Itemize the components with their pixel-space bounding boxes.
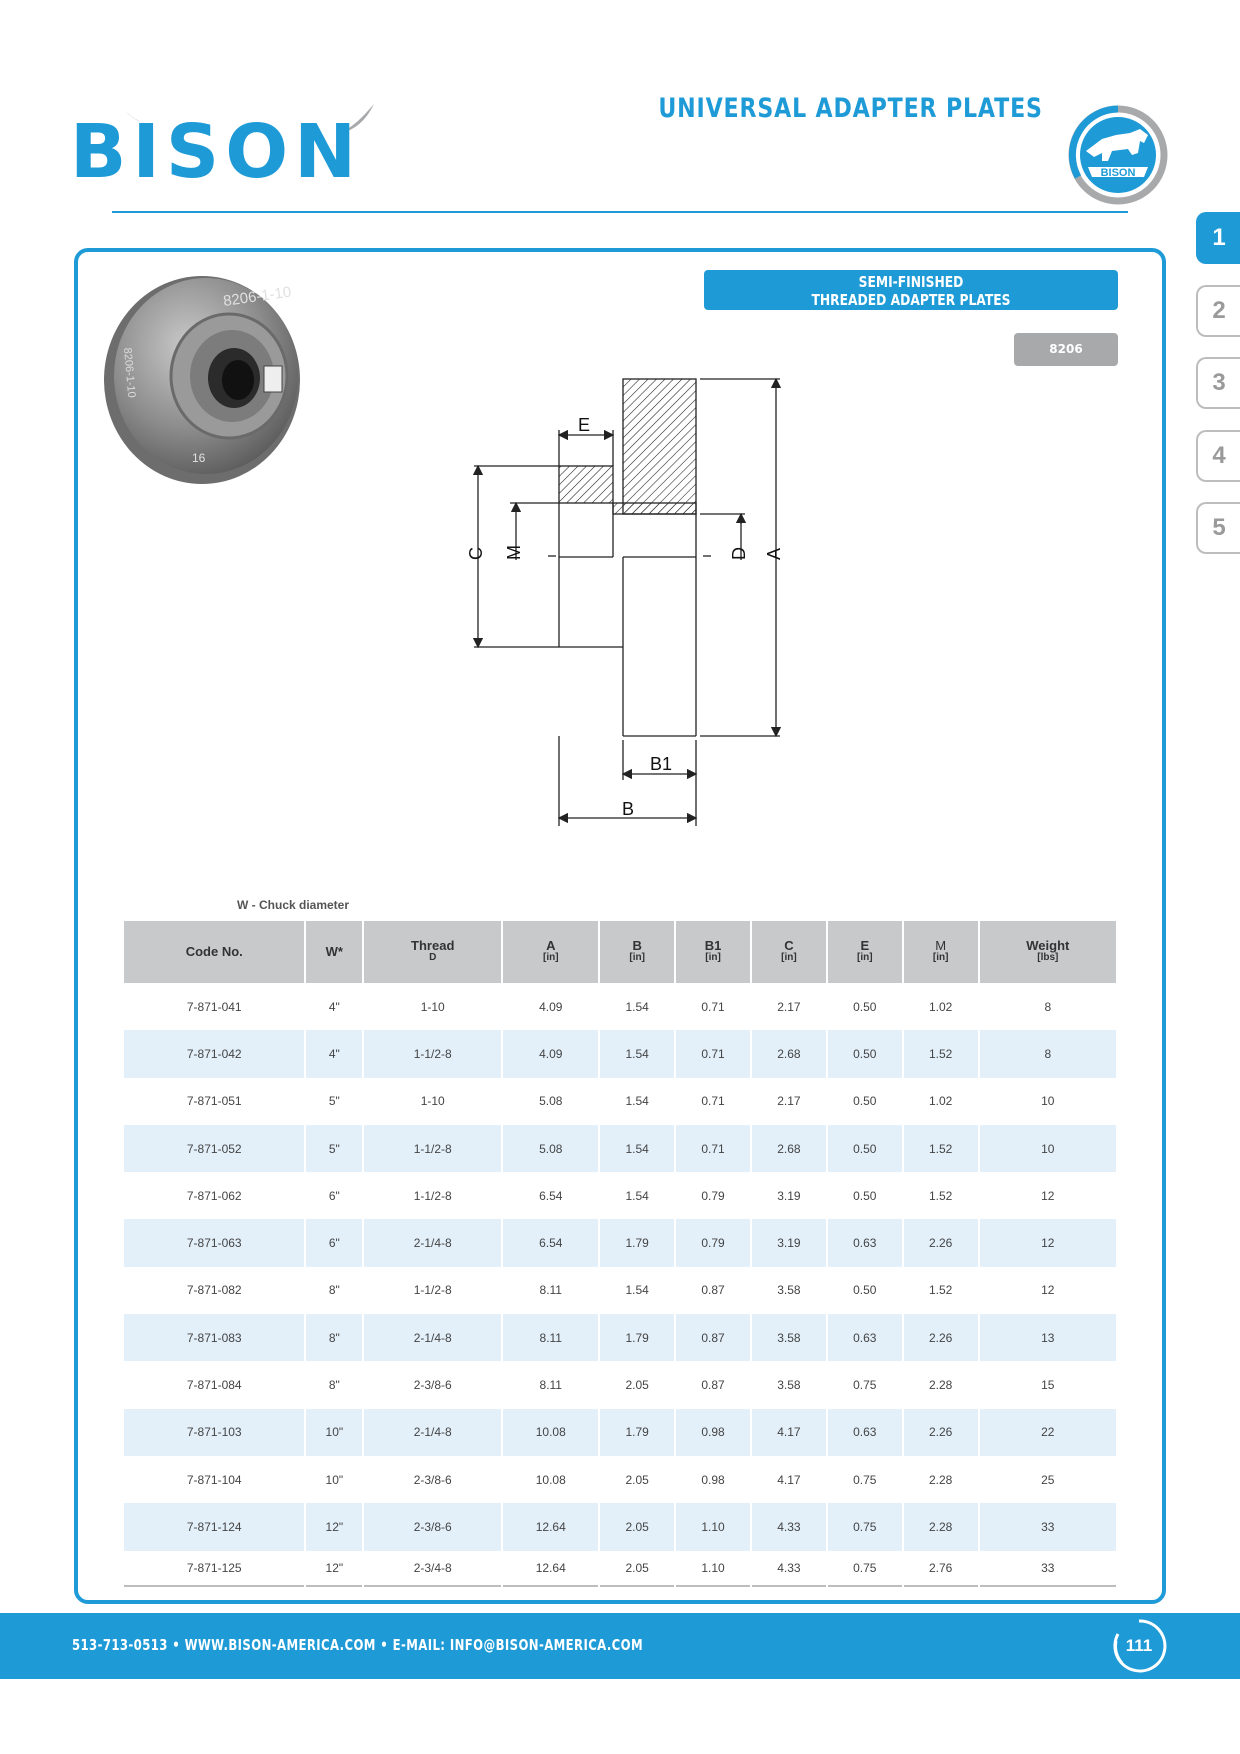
table-cell: 15 xyxy=(1041,1378,1055,1393)
table-cell: 8.11 xyxy=(539,1283,562,1298)
chapter-tab-5[interactable]: 5 xyxy=(1196,502,1240,554)
table-cell: 0.87 xyxy=(701,1283,725,1298)
table-cell: 7-871-063 xyxy=(124,1219,304,1266)
table-cell: 1.79 xyxy=(600,1409,674,1456)
table-row xyxy=(124,983,1116,1030)
table-cell: 4.17 xyxy=(777,1472,801,1487)
table-cell: 2.05 xyxy=(625,1472,649,1487)
table-cell: 1-10 xyxy=(420,1094,445,1109)
table-cell: 1.54 xyxy=(625,1188,649,1203)
table-cell: 12 xyxy=(1041,1283,1055,1298)
technical-drawing xyxy=(440,360,800,830)
table-cell: 2.28 xyxy=(929,1472,953,1487)
chapter-tab-4[interactable]: 4 xyxy=(1196,430,1240,482)
table-cell: 7-871-042 xyxy=(124,1030,304,1077)
table-cell: 3.58 xyxy=(752,1314,826,1361)
table-cell: 2.05 xyxy=(600,1551,674,1587)
column-header: A [in] xyxy=(503,921,598,983)
table-row xyxy=(124,1503,1116,1550)
table-cell: 7-871-103 xyxy=(124,1409,304,1456)
table-cell: 7-871-052 xyxy=(124,1125,304,1172)
page-number: 111 xyxy=(1125,1636,1153,1655)
table-cell: 0.63 xyxy=(828,1314,902,1361)
table-cell: 1.02 xyxy=(929,999,953,1014)
table-cell: 2-3/8-6 xyxy=(364,1503,501,1550)
table-cell: 8" xyxy=(328,1378,340,1393)
chapter-tab-2[interactable]: 2 xyxy=(1196,285,1240,337)
table-cell: 0.98 xyxy=(701,1472,725,1487)
table-cell: 8.11 xyxy=(503,1314,598,1361)
table-cell: 25 xyxy=(1041,1472,1055,1487)
table-cell: 0.79 xyxy=(701,1188,725,1203)
table-cell: 1.10 xyxy=(676,1551,750,1587)
table-cell: 1.54 xyxy=(600,1125,674,1172)
table-cell: 8 xyxy=(980,1030,1116,1077)
table-cell: 4.09 xyxy=(503,1030,598,1077)
table-cell: 0.75 xyxy=(853,1378,877,1393)
column-header: Weight [lbs] xyxy=(980,921,1116,983)
badge-text: BISON xyxy=(1100,167,1136,179)
photo-marking-top: 8206-1-10 xyxy=(222,283,293,310)
dim-label-a: A xyxy=(764,547,784,560)
table-cell: 4.09 xyxy=(539,999,563,1014)
table-cell: 2.17 xyxy=(777,1094,801,1109)
table-header-row xyxy=(124,921,1116,983)
table-cell: 12" xyxy=(306,1551,362,1587)
table-cell: 0.71 xyxy=(676,1125,750,1172)
table-cell: 12" xyxy=(306,1503,362,1550)
table-row xyxy=(124,1314,1116,1361)
footer-contact[interactable]: 513-713-0513 • WWW.BISON-AMERICA.COM • E-MAIL: INFO@BISON-AMERICA.COM xyxy=(72,1636,644,1654)
table-cell: 0.87 xyxy=(701,1378,725,1393)
table-cell: 10 xyxy=(980,1125,1116,1172)
table-cell: 12.64 xyxy=(503,1503,598,1550)
table-cell: 10" xyxy=(325,1472,344,1487)
table-cell: 2.28 xyxy=(904,1503,978,1550)
product-photo xyxy=(94,268,304,488)
bison-badge-icon xyxy=(1068,105,1168,205)
table-cell: 0.50 xyxy=(828,1030,902,1077)
table-row xyxy=(124,1456,1116,1503)
table-cell: 6" xyxy=(306,1219,362,1266)
table-row xyxy=(124,1078,1116,1125)
table-cell: 0.63 xyxy=(828,1219,902,1266)
table-cell: 8" xyxy=(306,1314,362,1361)
table-cell: 2.76 xyxy=(904,1551,978,1587)
table-cell: 4.33 xyxy=(752,1551,826,1587)
table-cell: 7-871-062 xyxy=(186,1188,242,1203)
page-title: UNIVERSAL ADAPTER PLATES xyxy=(658,93,1043,124)
table-cell: 0.98 xyxy=(676,1409,750,1456)
table-cell: 5" xyxy=(328,1094,340,1109)
table-cell: 0.50 xyxy=(853,999,877,1014)
table-cell: 0.50 xyxy=(853,1283,877,1298)
table-cell: 0.79 xyxy=(676,1219,750,1266)
table-cell: 33 xyxy=(980,1551,1116,1587)
photo-marking-bottom: 16 xyxy=(192,451,206,465)
table-cell: 4" xyxy=(328,999,340,1014)
table-cell: 1-1/2-8 xyxy=(413,1188,452,1203)
table-cell: 4.17 xyxy=(752,1409,826,1456)
table-cell: 10.08 xyxy=(535,1472,566,1487)
table-cell: 8" xyxy=(328,1283,340,1298)
table-cell: 0.71 xyxy=(701,999,725,1014)
table-cell: 12 xyxy=(980,1219,1116,1266)
photo-marking-side: 8206-1-10 xyxy=(121,347,138,399)
product-category-line1: SEMI-FINISHED xyxy=(858,273,964,291)
dim-label-e: E xyxy=(578,415,591,435)
table-cell: 6.54 xyxy=(503,1219,598,1266)
table-cell: 7-871-041 xyxy=(186,999,242,1014)
table-cell: 1.54 xyxy=(625,999,649,1014)
table-row xyxy=(124,1551,1116,1587)
table-cell: 2-3/8-6 xyxy=(413,1472,452,1487)
table-cell: 5.08 xyxy=(539,1094,563,1109)
table-cell: 1-1/2-8 xyxy=(413,1283,452,1298)
column-header: E [in] xyxy=(828,921,902,983)
table-cell: 33 xyxy=(980,1503,1116,1550)
table-cell: 0.75 xyxy=(853,1472,877,1487)
header-rule xyxy=(112,211,1128,213)
table-cell: 0.87 xyxy=(676,1314,750,1361)
table-cell: 3.19 xyxy=(777,1188,801,1203)
product-category-label xyxy=(704,270,1118,310)
dim-label-b1: B1 xyxy=(650,754,673,774)
table-cell: 7-871-084 xyxy=(186,1378,242,1393)
table-cell: 7-871-124 xyxy=(124,1503,304,1550)
table-cell: 1.54 xyxy=(600,1030,674,1077)
product-model-label: 8206 xyxy=(1014,333,1118,366)
table-cell: 0.50 xyxy=(828,1125,902,1172)
table-cell: 1.52 xyxy=(904,1030,978,1077)
table-cell: 2.26 xyxy=(904,1409,978,1456)
chapter-tab-1[interactable]: 1 xyxy=(1196,212,1240,264)
table-cell: 0.75 xyxy=(828,1503,902,1550)
table-row xyxy=(124,1125,1116,1172)
table-cell: 10" xyxy=(306,1409,362,1456)
table-cell: 3.19 xyxy=(752,1219,826,1266)
table-cell: 3.58 xyxy=(777,1378,801,1393)
table-cell: 2-1/4-8 xyxy=(364,1409,501,1456)
chapter-tab-3[interactable]: 3 xyxy=(1196,357,1240,409)
table-cell: 7-871-125 xyxy=(124,1551,304,1587)
table-cell: 1.52 xyxy=(929,1188,953,1203)
dim-label-m: M xyxy=(504,545,524,560)
table-cell: 12.64 xyxy=(503,1551,598,1587)
table-cell: 1-1/2-8 xyxy=(364,1125,501,1172)
table-cell: 8 xyxy=(1044,999,1052,1014)
table-cell: 3.58 xyxy=(777,1283,801,1298)
column-header: B [in] xyxy=(600,921,674,983)
table-cell: 2.68 xyxy=(752,1125,826,1172)
table-cell: 2.26 xyxy=(904,1314,978,1361)
table-cell: 1.52 xyxy=(929,1283,953,1298)
table-cell: 2-3/4-8 xyxy=(364,1551,501,1587)
table-row xyxy=(124,1361,1116,1408)
table-cell: 4" xyxy=(306,1030,362,1077)
product-category-line2: THREADED ADAPTER PLATES xyxy=(811,291,1011,309)
table-cell: 1.54 xyxy=(625,1283,649,1298)
table-row xyxy=(124,1267,1116,1314)
table-cell: 2.26 xyxy=(904,1219,978,1266)
table-cell: 2-3/8-6 xyxy=(413,1378,452,1393)
table-cell: 1.10 xyxy=(676,1503,750,1550)
dim-label-c: C xyxy=(466,547,486,560)
table-cell: 1.52 xyxy=(904,1125,978,1172)
table-row xyxy=(124,1219,1116,1266)
table-cell: 4.33 xyxy=(752,1503,826,1550)
column-header: Thread D xyxy=(364,921,501,983)
table-cell: 10 xyxy=(1041,1094,1055,1109)
table-cell: 0.75 xyxy=(828,1551,902,1587)
table-cell: 2-1/4-8 xyxy=(364,1314,501,1361)
table-cell: 5.08 xyxy=(503,1125,598,1172)
table-row xyxy=(124,1409,1116,1456)
table-cell: 13 xyxy=(980,1314,1116,1361)
spec-table xyxy=(122,921,1118,1587)
table-body xyxy=(124,983,1116,1587)
column-header: C [in] xyxy=(752,921,826,983)
table-cell: 1.54 xyxy=(625,1094,649,1109)
footnote: W - Chuck diameter xyxy=(237,898,350,912)
column-header: Code No. xyxy=(124,921,304,983)
table-cell: 7-871-083 xyxy=(124,1314,304,1361)
table-cell: 0.71 xyxy=(701,1094,725,1109)
table-cell: 2.05 xyxy=(625,1378,649,1393)
dim-label-d: D xyxy=(729,547,749,560)
bison-logo xyxy=(70,100,380,195)
table-cell: 12 xyxy=(1041,1188,1055,1203)
table-cell: 6" xyxy=(328,1188,340,1203)
table-cell: 0.63 xyxy=(828,1409,902,1456)
column-header: M [in] xyxy=(904,921,978,983)
dim-label-b: B xyxy=(622,799,635,819)
table-cell: 0.50 xyxy=(853,1188,877,1203)
table-cell: 7-871-104 xyxy=(186,1472,242,1487)
logo-wordmark: BISON xyxy=(70,109,363,195)
table-cell: 7-871-051 xyxy=(186,1094,242,1109)
table-cell: 0.50 xyxy=(853,1094,877,1109)
table-cell: 1.79 xyxy=(600,1314,674,1361)
column-header: B1 [in] xyxy=(676,921,750,983)
table-cell: 22 xyxy=(980,1409,1116,1456)
table-cell: 1.02 xyxy=(929,1094,953,1109)
table-cell: 6.54 xyxy=(539,1188,563,1203)
table-cell: 2-1/4-8 xyxy=(364,1219,501,1266)
table-cell: 7-871-082 xyxy=(186,1283,242,1298)
table-cell: 10.08 xyxy=(503,1409,598,1456)
table-cell: 8.11 xyxy=(539,1378,562,1393)
table-row xyxy=(124,1030,1116,1077)
table-cell: 0.71 xyxy=(676,1030,750,1077)
table-cell: 2.05 xyxy=(600,1503,674,1550)
table-cell: 5" xyxy=(306,1125,362,1172)
table-cell: 1.79 xyxy=(600,1219,674,1266)
column-header: W* xyxy=(306,921,362,983)
table-cell: 2.17 xyxy=(777,999,801,1014)
table-cell: 1-1/2-8 xyxy=(364,1030,501,1077)
table-row xyxy=(124,1172,1116,1219)
table-cell: 1-10 xyxy=(420,999,445,1014)
table-cell: 2.68 xyxy=(752,1030,826,1077)
table-cell: 2.28 xyxy=(929,1378,953,1393)
